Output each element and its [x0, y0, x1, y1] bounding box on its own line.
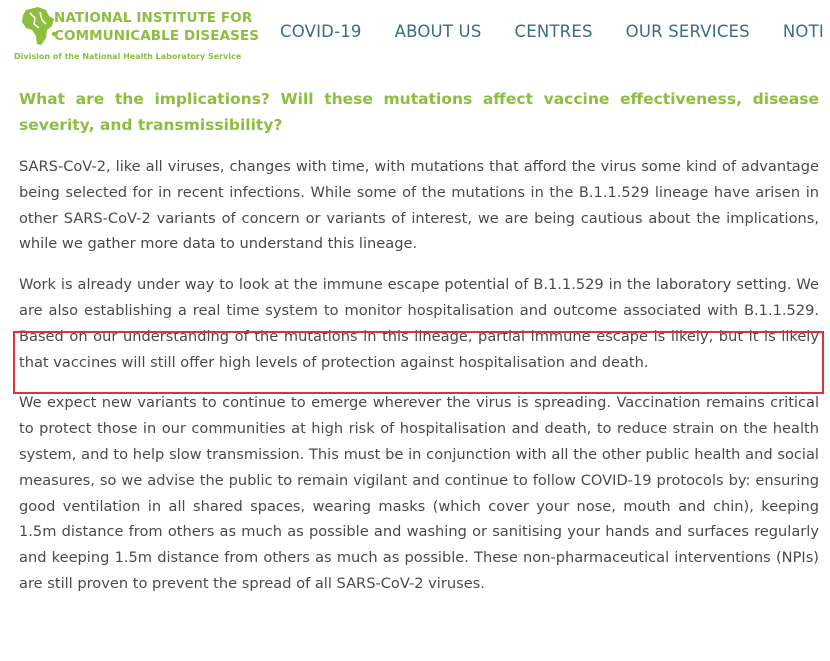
logo-title-line1: NATIONAL INSTITUTE FOR [54, 10, 253, 26]
nicd-logo[interactable] [14, 4, 260, 64]
logo-title-line2: COMMUNICABLE DISEASES [54, 28, 260, 44]
article-paragraph: SARS-CoV-2, like all viruses, changes with time, with mutations that afford the virus some kind of advantage being selected for in recent infections. While some of the mutations in the B.1.1.529 lineage have arisen in other SARS-CoV-2 variants of concern or variants of interest, we are being cautious about the implications, while we gather more data to understand this lineage. [19, 158, 819, 253]
nav-item-notices[interactable]: NOTI [782, 22, 824, 41]
article-question-heading: What are the implications? Will these mutations affect vaccine effectiveness, disease severity, and transmissibility? [19, 90, 819, 134]
nav-item-centres[interactable]: CENTRES [514, 22, 593, 41]
nav-item-our-services[interactable]: OUR SERVICES [625, 22, 750, 41]
nav-item-about-us[interactable]: ABOUT US [394, 22, 482, 41]
article-paragraph: Work is already under way to look at the immune escape potential of B.1.1.529 in the laboratory setting. We are also establishing a real time system to monitor hospitalisation and outcome associated with B.1.1.529. Based on our understanding of the mutations in this lineage, partial immune escape is likely, but it is likely that vaccines will still offer high levels of protection against hospitalisation and death. [19, 276, 819, 371]
site-header [0, 0, 830, 68]
article-paragraph: We expect new variants to continue to emerge wherever the virus is spreading. Vaccination remains critical to protect those in our communities at high risk of hospitalisation and death, to reduce strain on the health system, and to help slow transmission. This must be in conjunction with all the other public health and social measures, so we advise the public to remain vigilant and continue to follow COVID-19 protocols by: ensuring good ventilation in all shared spaces, wearing masks (which cover your nose, mouth and chin), keeping 1.5m distance from others as much as possible and washing or sanitising your hands and surfaces regularly and keeping 1.5m distance from others as much as possible. These non-pharmaceutical interventions (NPIs) are still proven to prevent the spread of all SARS-CoV-2 viruses. [19, 394, 819, 592]
nav-item-covid19[interactable]: COVID-19 [280, 22, 362, 41]
article-content [19, 86, 819, 612]
main-nav [280, 22, 830, 41]
logo-tagline: Division of the National Health Laboratory Service [14, 52, 242, 61]
